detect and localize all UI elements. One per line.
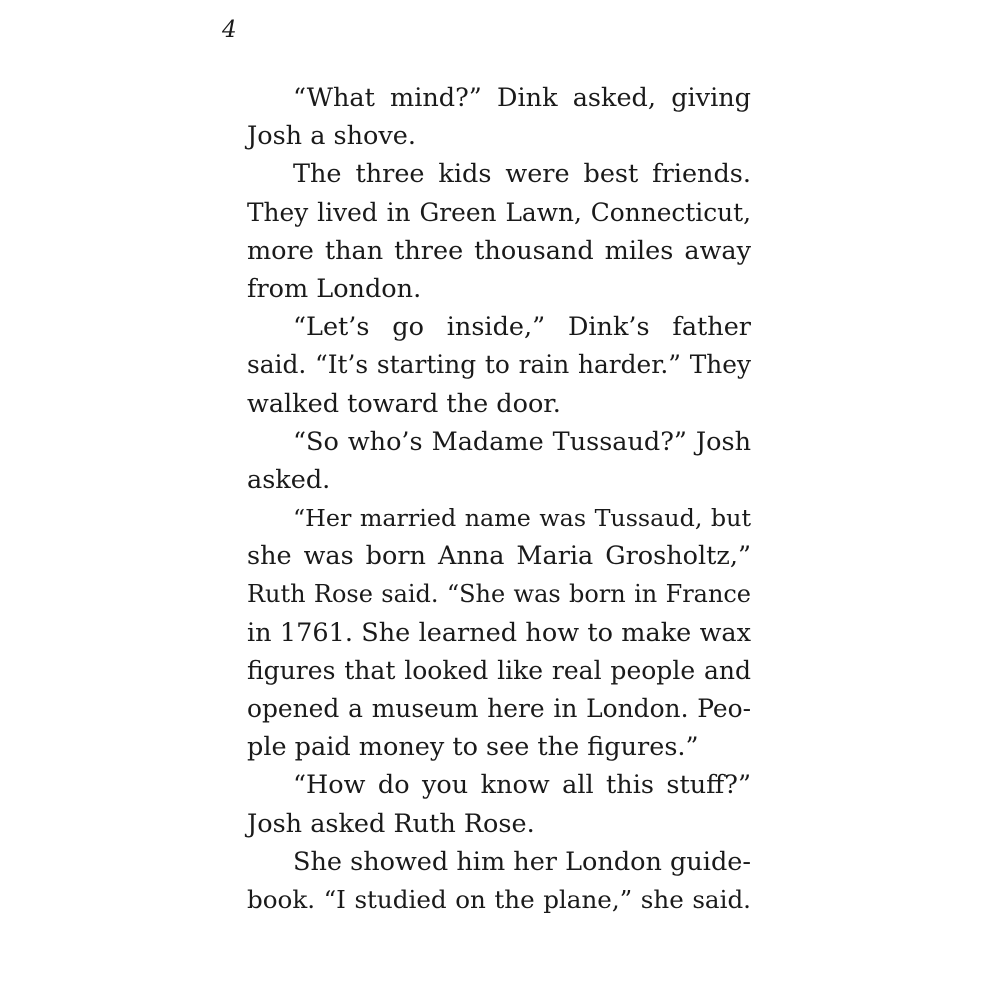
text-line: “What mind?” Dink asked, giving xyxy=(293,83,751,113)
text-line: They lived in Green Lawn, Connecticut, xyxy=(247,197,751,227)
text-line: “So who’s Madame Tussaud?” Josh xyxy=(293,426,751,457)
text-line: Josh asked Ruth Rose. xyxy=(247,808,535,839)
text-line: she was born Anna Maria Grosholtz,” xyxy=(247,541,751,572)
text-line: ple paid money to see the figures.” xyxy=(247,732,699,763)
text-line: She showed him her London guide- xyxy=(293,846,751,877)
text-line: from London. xyxy=(247,273,422,304)
text-line: said. “It’s starting to rain harder.” They xyxy=(247,350,751,380)
text-line: more than three thousand miles away xyxy=(247,235,751,266)
text-line: in 1761. She learned how to make wax xyxy=(247,617,751,648)
text-line: Ruth Rose said. “She was born in France xyxy=(247,580,751,609)
text-line: book. “I studied on the plane,” she said. xyxy=(247,884,751,914)
page-number: 4 xyxy=(222,17,237,43)
text-line: opened a museum here in London. Peo- xyxy=(247,694,751,723)
body-text xyxy=(247,79,751,919)
text-line: “Let’s go inside,” Dink’s father xyxy=(293,312,751,343)
text-line: walked toward the door. xyxy=(247,388,561,419)
text-line: asked. xyxy=(247,464,331,495)
text-line: Josh a shove. xyxy=(247,121,416,152)
text-line: figures that looked like real people and xyxy=(247,655,751,685)
text-line: “How do you know all this stuff?” xyxy=(293,770,751,801)
text-line: The three kids were best friends. xyxy=(293,159,751,190)
text-line: “Her married name was Tussaud, but xyxy=(293,504,751,533)
